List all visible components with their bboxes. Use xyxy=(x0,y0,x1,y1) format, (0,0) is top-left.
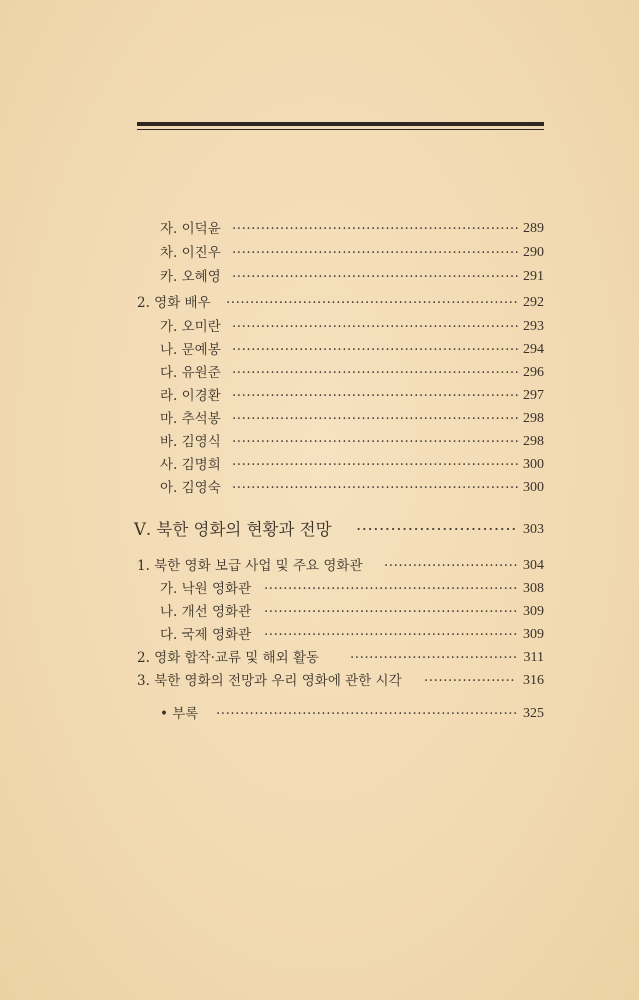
toc-page-number: 311 xyxy=(523,650,544,665)
toc-entry xyxy=(0,477,639,499)
toc-entry xyxy=(0,624,639,646)
toc-entry xyxy=(0,242,639,264)
toc-entry-label: 가. 낙원 영화관 xyxy=(160,581,252,597)
toc-entry xyxy=(0,431,639,453)
toc-section-heading xyxy=(0,519,639,541)
toc-page-number: 304 xyxy=(523,558,544,573)
leader-dots xyxy=(264,624,518,646)
toc-entry-label: 바. 김영식 xyxy=(160,434,221,450)
header-rule-thin xyxy=(137,129,544,130)
toc-entry-label: 2. 영화 배우 xyxy=(137,295,211,311)
leader-dots xyxy=(384,555,518,577)
toc-page-number: 308 xyxy=(523,581,544,596)
toc-entry-label: 3. 북한 영화의 전망과 우리 영화에 관한 시각 xyxy=(137,673,402,689)
toc-page-number: 303 xyxy=(523,522,544,537)
leader-dots xyxy=(232,242,518,264)
toc-entry-label: 사. 김명희 xyxy=(160,457,221,473)
toc-entry-label: 자. 이덕윤 xyxy=(160,221,221,237)
toc-entry-label: • 부록 xyxy=(160,706,199,722)
toc-page-number: 325 xyxy=(523,706,544,721)
toc-page-number: 290 xyxy=(523,245,544,260)
leader-dots xyxy=(232,362,518,384)
toc-entry-label: 다. 국제 영화관 xyxy=(160,627,252,643)
toc-entry xyxy=(0,316,639,338)
toc-entry xyxy=(0,555,639,577)
leader-dots xyxy=(232,408,518,430)
toc-entry-label: 2. 영화 합작·교류 및 해외 활동 xyxy=(137,650,320,666)
toc-page-number: 316 xyxy=(523,673,544,688)
leader-dots xyxy=(232,316,518,338)
leader-dots xyxy=(232,218,518,240)
toc-entry xyxy=(0,292,639,314)
toc-page-number: 297 xyxy=(523,388,544,403)
toc-entry-label: 다. 유원준 xyxy=(160,365,221,381)
leader-dots xyxy=(226,292,518,314)
leader-dots xyxy=(232,385,518,407)
toc-entry xyxy=(0,385,639,407)
toc-entry-label: 가. 오미란 xyxy=(160,319,221,335)
toc-page-number: 300 xyxy=(523,480,544,495)
toc-entry-label: 카. 오혜영 xyxy=(160,269,221,285)
toc-page-number: 309 xyxy=(523,627,544,642)
toc-entry-label: Ⅴ. 북한 영화의 현황과 전망 xyxy=(134,520,332,539)
toc-entry-label: 1. 북한 영화 보급 사업 및 주요 영화관 xyxy=(137,558,363,574)
toc-entry xyxy=(0,362,639,384)
toc-page-number: 292 xyxy=(523,295,544,310)
leader-dots xyxy=(232,266,518,288)
toc-entry xyxy=(0,647,639,669)
toc-entry xyxy=(0,266,639,288)
toc-entry-label: 라. 이경환 xyxy=(160,388,221,404)
toc-entry xyxy=(0,408,639,430)
toc-entry xyxy=(0,218,639,240)
toc-page-number: 300 xyxy=(523,457,544,472)
toc-page-number: 296 xyxy=(523,365,544,380)
toc-entry-label: 아. 김영숙 xyxy=(160,480,221,496)
toc-entry-label: 마. 추석봉 xyxy=(160,411,221,427)
leader-dots xyxy=(424,670,514,692)
toc-entry-label: 차. 이진우 xyxy=(160,245,221,261)
toc-page-number: 298 xyxy=(523,434,544,449)
toc-page-number: 309 xyxy=(523,604,544,619)
leader-dots xyxy=(232,339,518,361)
leader-dots xyxy=(232,454,518,476)
leader-dots xyxy=(264,578,518,600)
toc-entry xyxy=(0,454,639,476)
leader-dots xyxy=(350,647,518,669)
toc-entry-label: 나. 문예봉 xyxy=(160,342,221,358)
toc-entry xyxy=(0,578,639,600)
toc-entry xyxy=(0,703,639,725)
toc-page-number: 289 xyxy=(523,221,544,236)
toc-page-number: 294 xyxy=(523,342,544,357)
header-rule xyxy=(137,122,544,126)
toc-entry xyxy=(0,339,639,361)
toc-page-number: 291 xyxy=(523,269,544,284)
toc-entry xyxy=(0,601,639,623)
leader-dots xyxy=(216,703,518,725)
leader-dots xyxy=(264,601,518,623)
leader-dots xyxy=(232,477,518,499)
toc-page-number: 298 xyxy=(523,411,544,426)
toc-page-number: 293 xyxy=(523,319,544,334)
leader-dots xyxy=(356,519,518,541)
toc-entry xyxy=(0,670,639,692)
leader-dots xyxy=(232,431,518,453)
toc-entry-label: 나. 개선 영화관 xyxy=(160,604,252,620)
